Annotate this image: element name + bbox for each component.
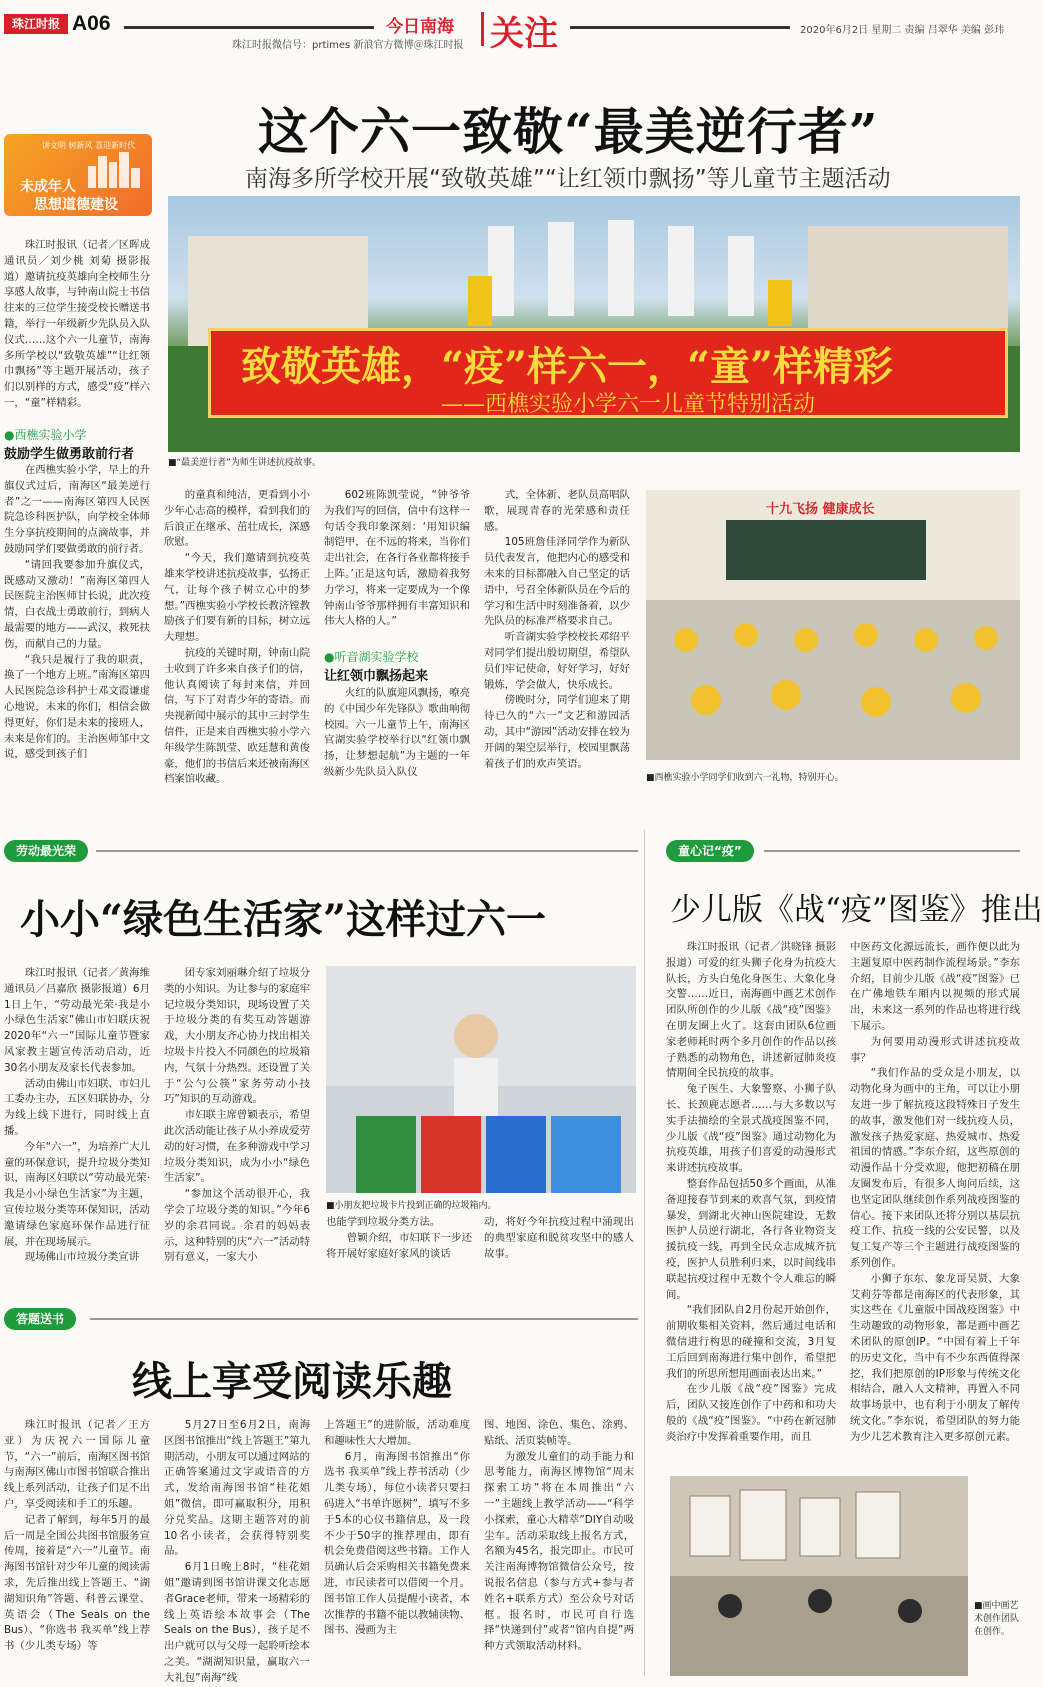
green-col1 <box>4 966 150 1266</box>
reading-col2 <box>164 1418 310 1684</box>
picture-book-headline: 少儿版《战“疫”图鉴》推出 <box>670 892 1043 928</box>
sub1-title: 鼓励学生做勇敢前行者 <box>4 447 135 462</box>
green-col4 <box>484 1215 634 1275</box>
banner-sub-text: ——西樵实验小学六一儿童节特别活动 <box>441 392 816 417</box>
section-title: 关注 <box>490 14 558 54</box>
sub1-school: ●西樵实验小学 <box>4 428 87 442</box>
red-banner <box>208 328 1008 418</box>
paragraph: 中医药文化源远流长，画作便以此为主题复原中医药制作流程场景。”李东介绍，目前少儿版《战“疫”图鉴》已在广佛地铁车厢内以视频的形式展出，未来这一系列的作品也将进行线下展示。 <box>850 941 1020 1032</box>
paragraph: 今年“六一”，为培养广大儿童的环保意识，提升垃圾分类知识，南海区妇联以“劳动最光荣·我是小小绿色生活家”为主题，宣传垃圾分类等环保知识，活动邀请绿色家庭环保作品进行征展，并在现场展示。 <box>4 1140 150 1248</box>
reading-col3 <box>324 1418 470 1676</box>
moral-education-badge <box>4 134 152 216</box>
paragraph: “参加这个活动很开心，我学会了垃圾分类的知识。”今年6岁的余君同说。余君的妈妈表示，这种特别的庆“六一”活动特别有意义，一家大小 <box>164 1188 310 1264</box>
paragraph: 上答题王”的进阶版，活动难度和趣味性大大增加。 <box>324 1419 470 1447</box>
paragraph: 105班詹佳泽同学作为新队员代表发言，他把内心的感受和未来的目标都融入自己坚定的话语中，号召全体新队员在今后的学习和生活中时刻准备着，以少先队员的标准严格要求自己。 <box>484 536 630 628</box>
paragraph: “我只是履行了我的职责，换了一个地方上班。”南海区第四人民医院急诊科护士邓文霞谦虚心地说，未来的你们，相信会做得更好，你们是未来的接班人，未来是你们的。主治医师邹中文说，感受到孩子们 <box>4 653 150 761</box>
reading-section-tag: 答题送书 <box>4 1308 76 1330</box>
lead-intro <box>4 238 150 420</box>
paragraph: “我们作品的受众是小朋友，以动物化身为画中的主角，可以让小朋友进一步了解抗疫这段特殊日子发生的故事，激发他们对一线抗疫人员，激发孩子热爱家庭、热爱城市、热爱祖国的情感。”李东介绍，这些原创的动漫作品十分受欢迎，他把初稿在朋友圈发布后，有很多人询问后续，这也坚定团队继续创作系列战疫图鉴的信心。接下来团队还将分别以基层抗疫工作、抗疫一线的公安民警，以及复工复产等三个主题进行战疫图鉴的系列创作。 <box>850 1067 1020 1269</box>
lead-col4 <box>484 488 630 781</box>
picture-book-rule <box>764 850 1020 852</box>
lead-col2 <box>164 488 310 786</box>
reading-section-rule <box>90 1318 638 1320</box>
reading-col4 <box>484 1418 634 1676</box>
lead-intro-text: 珠江时报讯（记者／区晖成 通讯员／刘少桃 刘菊 摄影报道）邀请抗疫英雄向全校师生分享感人故事，与钟南山院士书信往来的三位学生接受校长赠送书籍，举行一年级新少先队员入队仪式……这个六一儿童节，南海多所学校以“致敬英雄”“让红领巾飘扬”等主题开展活动，孩子们以别样的方式，感受“疫”样六一，“童”样精彩。 <box>4 239 150 409</box>
lead-headline: 这个六一致敬“最美逆行者” <box>258 102 879 161</box>
green-col2 <box>164 966 310 1266</box>
lead-col3 <box>324 488 470 638</box>
paragraph: 珠江时报讯（记者／黄海维 通讯员／吕嘉欣 摄影报道）6月1日上午，“劳动最光荣·我是小小绿色生活家”佛山市妇联庆祝2020年“六一”国际儿童节暨家风家教主题宣传活动启动，近30名小朋友及家长代表参加。 <box>4 967 150 1074</box>
paragraph: 记者了解到，每年5月的最后一周是全国公共图书馆服务宣传周，接着是“六一”儿童节。南海图书馆针对少年儿童的阅读需求，先后推出线上答题王、“湖湖知识角”答题、科普云课堂、英语会（The Seals on the Bus）、“你选书 我买单”线上荐书（少儿类专场）等 <box>4 1513 150 1653</box>
artists-photo <box>670 1476 968 1676</box>
paragraph: 式，全体新、老队员高唱队歌，展现青春的光荣感和责任感。 <box>484 489 630 533</box>
lead-main-photo <box>168 196 1020 452</box>
green-section-rule <box>96 850 638 852</box>
paragraph: 珠江时报讯（记者／王方亚）为庆祝六一国际儿童节，“六一”前后，南海区图书馆与南海区佛山市图书馆联合推出线上系列活动，让孩子们足不出户，享受阅读和手工的乐趣。 <box>4 1419 150 1510</box>
header-rule-right <box>570 26 790 29</box>
paragraph: 5月27日至6月2日，南海区图书馆推出“线上答题王”第九期活动，小朋友可以通过网站的正确答案通过文字或语音的方式，发给南海图书馆“桂花姐姐”微信，即可赢取积分，用积分兑奖品。这期主题答对的前10名小读者，会获得特别奖品。 <box>164 1419 310 1558</box>
paragraph: 火红的队旗迎风飘扬，嘹亮的《中国少年先锋队》歌曲响彻校园。六一儿童节上午，南海区官湖实验学校举行以“红领巾飘扬，让梦想起航”为主题的一年级新少先队员入队仪 <box>324 687 470 778</box>
green-section-tag: 劳动最光荣 <box>4 840 88 862</box>
badge-line2: 思想道德建设 <box>34 197 118 213</box>
picture-book-col2 <box>850 940 1020 1460</box>
paragraph: 活动由佛山市妇联、市妇儿工委办主办，五区妇联协办，分为线上线下进行，同时线上直播。 <box>4 1077 150 1137</box>
paragraph: 听音湖实验学校校长邓绍平对同学们提出殷切期望，希望队员们牢记使命，好好学习，好好锻炼，学会做人，快乐成长。 <box>484 631 630 691</box>
artists-caption: ■画中画艺术创作团队在创作。 <box>974 1601 1020 1637</box>
paragraph: 图、地图、涂色、集色、涂鸦、贴纸、活页装帧等。 <box>484 1419 634 1447</box>
garbage-sorting-photo <box>326 966 636 1193</box>
section-today: 今日南海 <box>386 17 454 37</box>
green-col3 <box>326 1215 472 1275</box>
paragraph: 珠江时报讯（记者／洪晓锋 摄影报道）可爱的红头狮子化身为抗疫大队长，方头白兔化身医生、大象化身交警……近日，南海画中画艺术创作团队所创作的少儿版《战“疫”图鉴》在朋友圈上火了。这套由团队6位画家老师耗时两个多月创作的作品以孩子熟悉的动物角色，讲述新冠肺炎疫情期间全民抗疫的故事。 <box>666 941 836 1080</box>
paragraph: 曾颖介绍，市妇联下一步还将开展好家庭好家风的谈话 <box>326 1231 472 1260</box>
paragraph: “我们团队自2月份起开始创作，前期收集相关资料，然后通过电话和微信进行构思的碰撞和交流，3月复工后回到南海进行集中创作，希望把我们的所思所想用画面表达出来。” <box>666 1304 836 1380</box>
reading-headline: 线上享受阅读乐趣 <box>132 1358 452 1405</box>
paragraph: 小狮子东东、象龙哥吴贤、大象艾莉芬等都是南海区的代表形象，其实这些在《儿童版中国战疫图鉴》中生动趣致的动物形象，都是画中画艺术团队的原创IP。“中国有着上千年的历史文化，当中有不少东西值得深挖，我们把原创的IP形象与传统文化相结合，融入人文精神，再置入不同故事场景中，也有利于小朋友了解传统文化。”李东说，希望团队的努力能为少儿艺术教育注入更多原创元素。 <box>850 1272 1020 1443</box>
wechat-line: 珠江时报微信号：prtimes 新浪官方微博＠珠江时报 <box>232 40 464 51</box>
classroom-banner: 十九飞扬 健康成长 <box>766 502 875 517</box>
paragraph: 的童真和纯洁，更看到小小少年心志高的模样，看到我们的后浪正在继承、茁壮成长，深感欣慰。 <box>164 489 310 549</box>
garbage-bins-icon <box>326 966 636 1193</box>
sub2-school: ●听音湖实验学校 <box>324 650 419 664</box>
paragraph: 团专家刘丽琳介绍了垃圾分类的小知识。为让参与的家庭牢记垃圾分类知识，现场设置了关于垃圾分类的有奖互动答题游戏，大小朋友齐心协力找出相关垃圾卡片投入不同颜色的垃圾箱内，气氛十分热烈。还设置了关于“公勺公筷”家务劳动小技巧”知识的互动游戏。 <box>164 967 310 1106</box>
paragraph: 为何要用动漫形式讲述抗疫故事？ <box>850 1035 1020 1064</box>
paragraph: “今天，我们邀请到抗疫英雄来学校讲述抗疫故事，弘扬正气，让每个孩子树立心中的梦想。”西樵实验小学校长教济镗教励孩子们要有新的目标，树立远大理想。 <box>164 552 310 644</box>
banner-main-text: 致敬英雄，“疫”样六一，“童”样精彩 <box>241 343 894 390</box>
lead-col3b <box>324 686 470 781</box>
paragraph: 抗疫的关键时期，钟南山院士收到了许多来自孩子们的信，他认真阅读了每封来信，并回信，写下了对青少年的寄语。而央视新闻中展示的其中三封学生信件，正是来自西樵实验小学六年级学生陈凯莹、欧廷慧和黄俊豪，他们的书信后来还被南海区档案馆收藏。 <box>164 646 310 786</box>
newspaper-logo: 珠江时报 <box>4 14 68 34</box>
badge-slogan: 讲文明 树新风 喜迎新时代 <box>42 141 136 150</box>
paragraph: 602班陈凯莹说，“钟爷爷为我们写的回信，信中有这样一句话令我印象深刻：‘用知识编制铠甲，在不远的将来，当你们走出社会，在各行各业都将接手上阵。’正是这句话，激励着我努力学习，将来一定要成为一个像钟南山爷爷那样拥有丰富知识和伟大人格的人。” <box>324 489 470 628</box>
green-headline: 小小“绿色生活家”这样过六一 <box>20 896 547 943</box>
picture-book-col1 <box>666 940 836 1460</box>
art-studio-icon <box>670 1476 968 1676</box>
paragraph: 在少儿版《战“疫”图鉴》完成后，团队又接连创作了中药和和功夫般的《战“疫”图鉴》。“中药在新冠肺炎治疗中发挥着重要作用，而且 <box>666 1383 836 1443</box>
classroom-caption: ■西樵实验小学同学们收到六一礼物，特别开心。 <box>646 773 844 783</box>
column-divider <box>644 830 645 1676</box>
page-number: A06 <box>72 12 111 35</box>
paragraph: 在西樵实验小学，早上的升旗仪式过后，南海区“最美逆行者”之一——南海区第四人民医院急诊科医护队，向学校全体师生分享抗疫期间的点滴故事，并鼓励同学们要做勇敢的前行者。 <box>4 464 150 555</box>
picture-book-tag: 童心记“疫” <box>666 840 754 862</box>
lead-photo-caption: ■“最美逆行者”为师生讲述抗疫故事。 <box>168 458 321 468</box>
paragraph: 为激发儿童们的动手能力和思考能力，南海区博物馆“周末探索工坊”将在本周推出“六一”主题线上教学活动——“科学小探索，童心大精萃”DIY自动吸尘车。活动采取线上报名方式，名额为45名，报完即止。市民可关注南海博物馆微信公众号，按说报名信息（参与方式+参与者姓名+联系方式）至公众号对话框。报名时，市民可自行选择“快递到付”或者“馆内自提”两种方式领取活动材料。 <box>484 1450 634 1653</box>
paragraph: 傍晚时分，同学们迎来了期待已久的“六一”文艺和游园活动，其中“游园”活动安排在较为开阔的架空层举行，校园里飘荡着孩子们的欢声笑语。 <box>484 694 630 770</box>
paragraph: 兔子医生、大象警察、小狮子队长、长颈鹿志愿者……与大多数以写实手法描绘的全景式战疫图鉴不同，少儿版《战“疫”图鉴》通过动物化为抗疫英雄，用孩子们喜爱的动漫形式来讲述抗疫故事。 <box>666 1083 836 1175</box>
date-editor: 2020年6月2日 星期二 责编 吕翠华 美编 彭玮 <box>800 25 1005 36</box>
paragraph: 市妇联主席曾颖表示，希望此次活动能让孩子从小养成爱劳动的好习惯，在多种游戏中学习垃圾分类知识，成为小小“绿色生活家”。 <box>164 1109 310 1185</box>
paragraph: 6月1日晚上8时，“桂花姐姐”邀请到图书馆讲课文化志愿者Grace老师，带来一场精彩的线上英语绘本故事会（The Seals on the Bus），孩子足不出户就可以与父母一起聆听绘本之美。“湖湖知识量，赢取六一大礼包”南海“线 <box>164 1561 310 1684</box>
classroom-scene-icon <box>646 490 1020 760</box>
badge-line1: 未成年人 <box>20 179 76 195</box>
sub2-title: 让红领巾飘扬起来 <box>324 669 429 684</box>
city-skyline-icon <box>84 148 144 188</box>
paragraph: 也能学到垃圾分类方法。 <box>326 1216 441 1228</box>
classroom-photo <box>646 490 1020 760</box>
paragraph: “请回我要参加升旗仪式，既感动又激动！”南海区第四人民医院主治医师甘长说，此次疫情，白衣战士勇敢前行，到病人最需要的地方——武汉，救死扶伤，而献自己的力量。 <box>4 558 150 650</box>
lead-subhead: 南海多所学校开展“致敬英雄”“让红领巾飘扬”等儿童节主题活动 <box>245 166 891 192</box>
lead-col1 <box>4 463 150 781</box>
green-photo-caption: ■小朋友把垃圾卡片投到正确的垃圾箱内。 <box>326 1201 497 1211</box>
paragraph: 6月，南海图书馆推出“你选书 我买单”线上荐书活动（少儿类专场），每位小读者只要扫码进入“书单许愿树”，填写不多于5本的心仪书籍信息，及一段不少于50字的推荐理由，即有机会免费借阅这些书籍。工作人员确认后会采购相关书籍免费来进，市民读者可以借阅一个月。图书馆工作人员提醒小读者，本次推荐的书籍不能以教辅读物、图书、漫画为主 <box>324 1450 470 1637</box>
reading-col1 <box>4 1418 150 1676</box>
header-rule-left <box>124 26 374 29</box>
paragraph: 整套作品包括50多个画面，从准备迎接春节到来的欢喜气氛，到疫情暴发，到湖北火神山医院建设，无数医护人员逆行湖北，各行各业物资支援抗疫一线，再到全民众志成城齐抗疫，医护人员胜利归来，以时间线串联起抗疫过程中无数个令人难忘的瞬间。 <box>666 1177 836 1301</box>
paragraph: 动，将好今年抗疫过程中涌现出的典型家庭和脱贫攻坚中的感人故事。 <box>484 1216 634 1260</box>
paragraph: 现场佛山市垃圾分类宣讲 <box>24 1251 140 1264</box>
header-divider <box>481 12 484 46</box>
